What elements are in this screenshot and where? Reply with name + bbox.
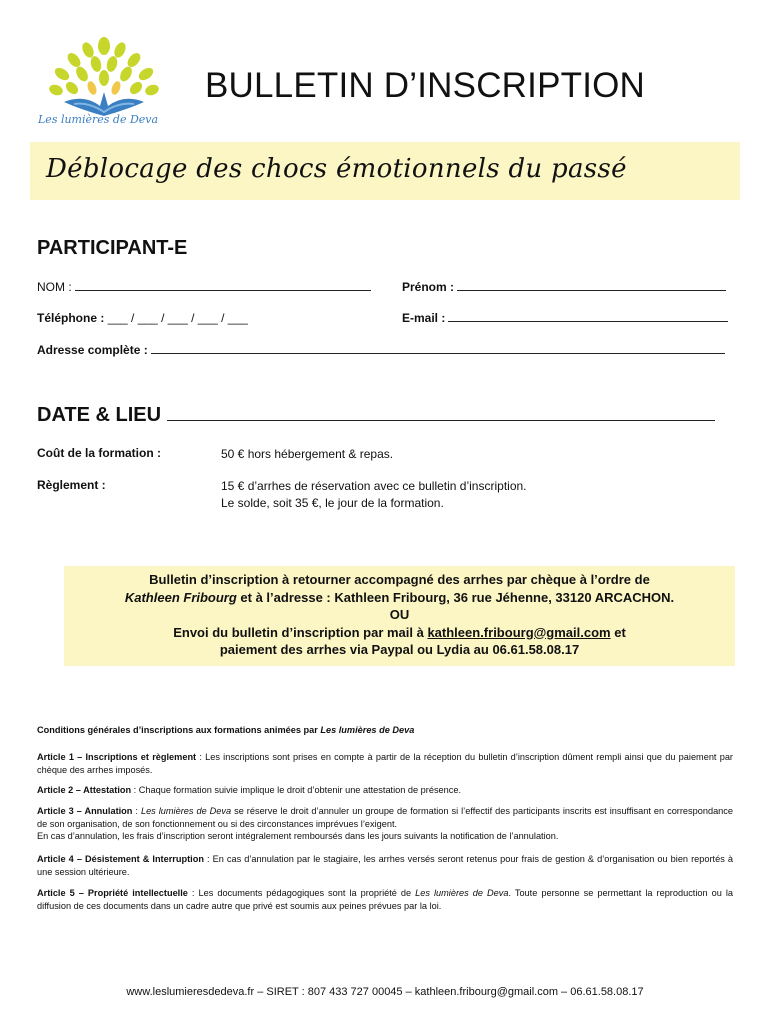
instructions-mail-text: Envoi du bulletin d’inscription par mail à [173,624,428,640]
adresse-label: Adresse complète : [37,343,148,357]
instructions-box [64,566,735,666]
article-3-text: se réserve le droit d’annuler un groupe de formation si l’effectif des participants inscrits est insuffisant en correspondance de son organisation, de son fonctionnement ou si des circonstances imprévues l’exigent. [37,806,733,829]
instructions-line1: Bulletin d’inscription à retourner accompagné des arrhes par chèque à l’ordre de [149,572,650,587]
email-field[interactable] [402,311,728,325]
article-4 [37,853,733,878]
telephone-field[interactable] [37,311,248,325]
conditions-heading-text: Conditions générales d’inscriptions aux formations animées par [37,725,321,735]
page-title: BULLETIN D’INSCRIPTION [205,66,646,105]
article-3 [37,805,733,843]
reglement-line2: Le solde, soit 35 €, le jour de la formation. [221,496,444,510]
article-5 [37,887,733,912]
article-3-text2: En cas d’annulation, les frais d’inscription seront intégralement remboursés dans les jours suivants la notification de l’annulation. [37,831,559,841]
article-1 [37,751,733,776]
instructions-line2 [64,589,735,607]
reglement-label: Règlement : [37,478,106,492]
reglement-value [221,478,527,512]
date-lieu-heading[interactable] [37,404,715,427]
article-1-text: : Les inscriptions sont prises en compte à partir de la réception du bulletin d’inscription dûment rempli ainsi que du paiement par chèque des arrhes imposés. [37,752,733,775]
telephone-label: Téléphone : [37,311,105,325]
banner-subtitle: Déblocage des chocs émotionnels du passé [46,154,627,184]
date-lieu-label: DATE & LIEU [37,404,162,426]
cout-value: 50 € hors hébergement & repas. [221,447,394,461]
article-5-title: Article 5 – Propriété intellectuelle [37,888,188,898]
article-2 [37,784,733,797]
article-4-text: : En cas d’annulation par le stagiaire, les arrhes versés seront retenus pour frais de gestion & d’organisation ou bien reportés à une session ultérieure. [37,854,733,877]
nom-label: NOM : [37,280,72,294]
instructions-or: OU [389,607,410,622]
logo-text: Les lumières de Deva [38,113,159,126]
email-label: E-mail : [402,311,446,325]
article-4-title: Article 4 – Désistement & Interruption [37,854,204,864]
adresse-field[interactable] [37,343,725,357]
email-link[interactable]: kathleen.fribourg@gmail.com [427,624,611,640]
conditions-heading-org: Les lumières de Deva [320,725,415,735]
article-2-title: Article 2 – Attestation [37,785,132,795]
nom-field[interactable] [37,280,371,294]
cout-label: Coût de la formation : [37,446,161,460]
footer: www.leslumieresdedeva.fr – SIRET : 807 433 727 00045 – kathleen.fribourg@gmail.com – 06.61.58.08.17 [126,986,644,998]
article-1-title: Article 1 – Inscriptions et règlement [37,752,197,762]
reglement-line1: 15 € d’arrhes de réservation avec ce bulletin d’inscription. [221,479,527,493]
telephone-value: ___ / ___ / ___ / ___ / ___ [107,311,248,325]
prenom-field[interactable] [402,280,726,294]
article-3-title: Article 3 – Annulation [37,806,133,816]
article-5-org: Les lumières de Deva [415,888,509,898]
instructions-address: et à l’adresse : Kathleen Fribourg, 36 rue Jéhenne, 33120 ARCACHON. [236,589,675,605]
instructions-line4 [64,624,735,642]
instructions-line5: paiement des arrhes via Paypal ou Lydia au 06.61.58.08.17 [219,642,580,657]
article-5-text: . Toute personne se permettant la reproduction ou la diffusion de ces documents dans un cadre autre que privé est soumis aux peines prévues par la loi. [37,888,734,911]
subtitle-banner [30,142,740,200]
article-3-org: Les lumières de Deva [140,806,232,816]
article-3-sep: : [132,806,141,816]
participant-heading: PARTICIPANT-E [37,237,188,259]
article-2-text: : Chaque formation suivie implique le droit d’obtenir une attestation de présence. [131,785,462,795]
article-5-text-pre: : Les documents pédagogiques sont la propriété de [187,888,416,898]
conditions-heading [37,724,733,737]
instructions-and: et [610,624,626,640]
prenom-label: Prénom : [402,280,455,294]
instructions-name: Kathleen Fribourg [124,589,237,605]
